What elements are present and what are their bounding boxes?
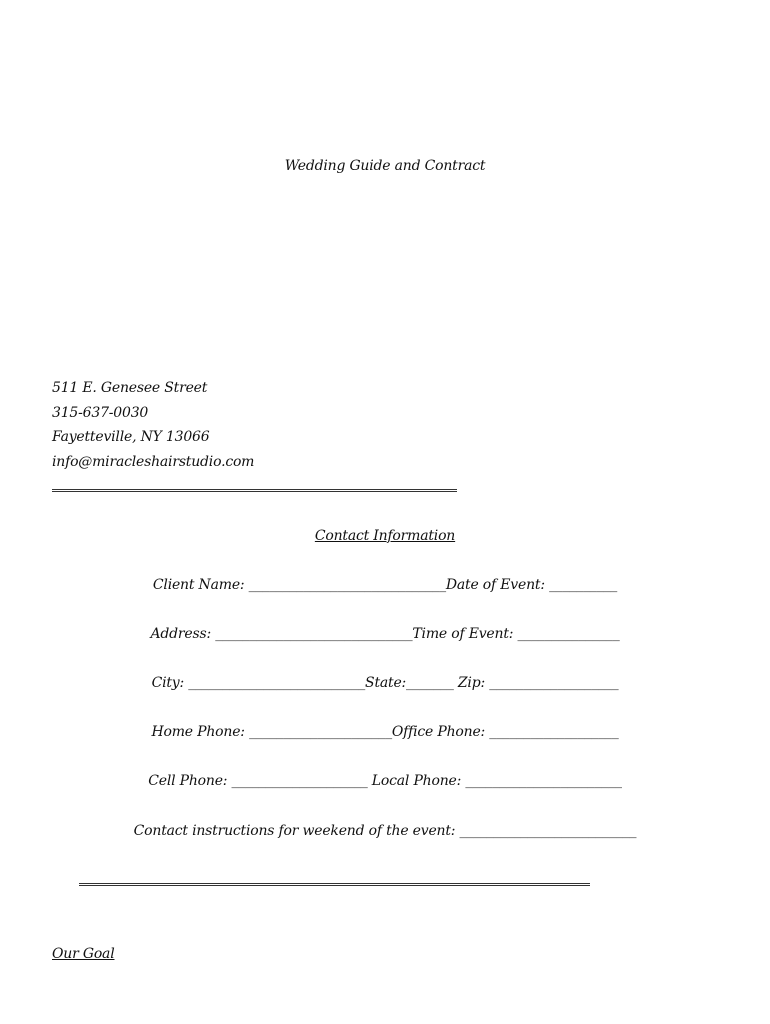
divider-bottom: [79, 883, 590, 886]
divider-top: [52, 489, 457, 492]
address-email: info@miracleshairstudio.com: [52, 454, 255, 470]
field-cell-local-phone: Cell Phone: ____________________ Local Phone: _______________________: [148, 773, 622, 789]
field-client-name-date: Client Name: _____________________________Date of Event: __________: [152, 577, 618, 593]
our-goal-heading: Our Goal: [52, 946, 115, 962]
document-title: Wedding Guide and Contract: [284, 158, 486, 174]
field-city-state-zip: City: __________________________State:_______ Zip: ___________________: [151, 675, 619, 691]
field-home-office-phone: Home Phone: _____________________Office Phone: ___________________: [151, 724, 619, 740]
contact-information-heading: Contact Information: [314, 528, 456, 544]
address-street: 511 E. Genesee Street: [52, 380, 208, 396]
field-contact-instructions: Contact instructions for weekend of the event: __________________________: [133, 823, 637, 839]
address-phone: 315-637-0030: [52, 405, 149, 421]
address-city: Fayetteville, NY 13066: [52, 429, 210, 445]
field-address-time: Address: _____________________________Time of Event: _______________: [150, 626, 620, 642]
